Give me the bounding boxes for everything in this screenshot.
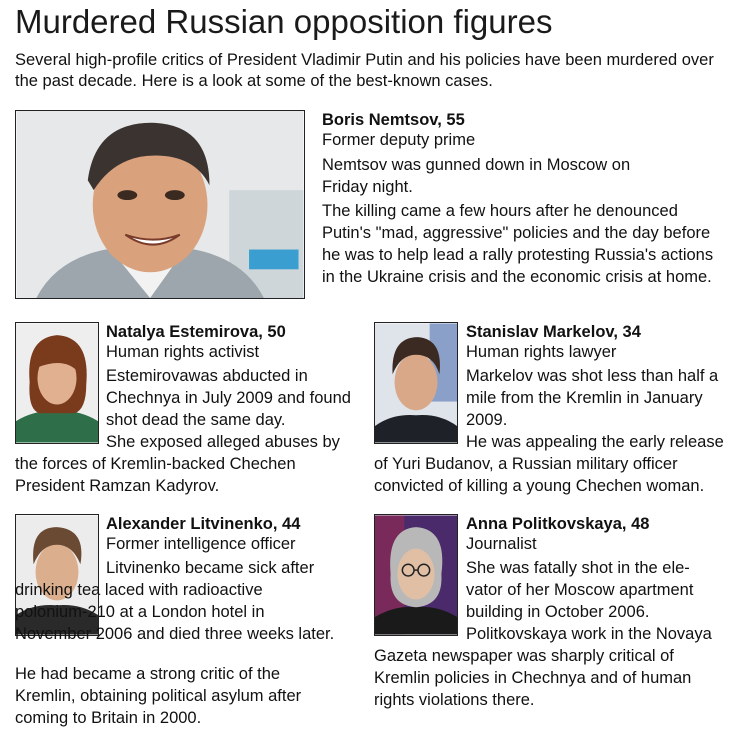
page-title: Murdered Russian opposition figures xyxy=(15,3,553,40)
markelov-name: Stanislav Markelov, 34 xyxy=(466,323,641,341)
nemtsov-portrait-icon xyxy=(16,111,304,298)
markelov-paragraph-1: Markelov was shot less than half a mile from the Kremlin in January 2009. xyxy=(466,367,719,429)
estemirova-paragraph-1: Estemirovawas abducted in Chechnya in July 2009 and found shot dead the same day. xyxy=(106,367,351,429)
estemirova-portrait-icon xyxy=(16,323,98,443)
estemirova-photo xyxy=(15,322,99,444)
litvinenko-paragraph-2: He had became a strong critic of the Kremlin, obtaining political asylum after coming to Britain in 2000. xyxy=(15,665,302,727)
nemtsov-name: Boris Nemtsov, 55 xyxy=(322,111,465,129)
politkovskaya-name: Anna Politkovskaya, 48 xyxy=(466,515,650,533)
nemtsov-role: Former deputy prime xyxy=(322,131,476,149)
markelov-role: Human rights lawyer xyxy=(466,343,617,361)
litvinenko-name: Alexander Litvinenko, 44 xyxy=(106,515,301,533)
politkovskaya-paragraph-2: Politkovskaya work in the Novaya Gazeta newspaper was sharply critical of Kremlin policies in Chechnya and of human rights violations there. xyxy=(374,625,712,709)
politkovskaya-paragraph-1: She was fatally shot in the ele-vator of her Moscow apartment building in October 2006. xyxy=(466,559,694,621)
politkovskaya-photo xyxy=(374,514,458,636)
estemirova-role: Human rights activist xyxy=(106,343,260,361)
politkovskaya-portrait-icon xyxy=(375,515,457,635)
litvinenko-role: Former intelligence officer xyxy=(106,535,296,553)
markelov-paragraph-2: He was appealing the early release of Yuri Budanov, a Russian military officer convicted of killing a young Chechen woman. xyxy=(374,433,724,495)
litvinenko-paragraph-1: Litvinenko became sick after drinking tea laced with radioactive polonium-210 at a London hotel in November 2006 and died three weeks later. xyxy=(15,559,335,643)
nemtsov-photo xyxy=(15,110,305,299)
nemtsov-paragraph-2: The killing came a few hours after he denounced Putin's "mad, aggressive" policies and the day before he was to help lead a rally protesting Russia's actions in the Ukraine crisis and the economic crisis at home. xyxy=(322,202,714,286)
page-subtitle: Several high-profile critics of President Vladimir Putin and his policies have been murdered over the past decade. Here is a look at some of the best-known cases. xyxy=(15,51,714,90)
markelov-portrait-icon xyxy=(375,323,457,443)
markelov-photo xyxy=(374,322,458,444)
politkovskaya-role: Journalist xyxy=(466,535,537,553)
estemirova-paragraph-2: She exposed alleged abuses by the forces of Kremlin-backed Chechen President Ramzan Kadyrov. xyxy=(15,433,340,495)
estemirova-name: Natalya Estemirova, 50 xyxy=(106,323,286,341)
nemtsov-paragraph-1: Nemtsov was gunned down in Moscow on Friday night. xyxy=(322,156,631,196)
